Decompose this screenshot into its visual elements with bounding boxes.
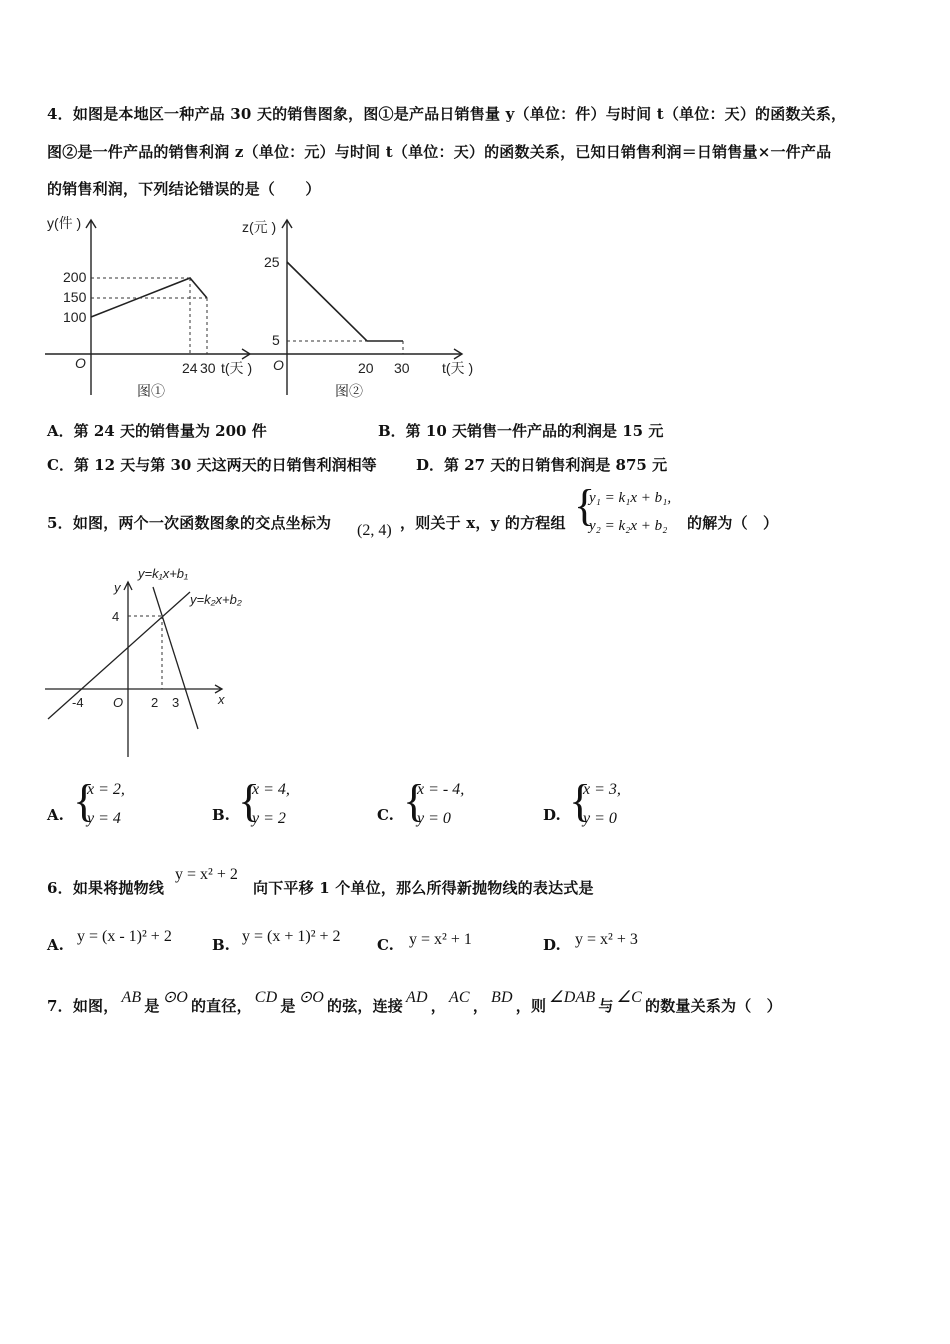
q7-ad: AD: [406, 989, 428, 1006]
q7-text-3: 的直径，: [190, 997, 252, 1015]
q7-circle-o-1: ⊙O: [162, 989, 188, 1006]
option-letter: D.: [543, 806, 561, 824]
q6-stem-a: 6．如果将抛物线: [47, 879, 165, 897]
q7-bd: BD: [491, 989, 513, 1006]
option-brace: {: [238, 775, 261, 826]
y-tick-200: 200: [63, 269, 87, 285]
y-tick-25: 25: [264, 254, 280, 270]
y-tick-150: 150: [63, 289, 87, 305]
origin-label: O: [273, 357, 284, 373]
option-brace: {: [73, 775, 96, 826]
q7-angle-dab: ∠DAB: [549, 989, 596, 1006]
x-tick-3: 3: [172, 695, 180, 710]
option-expr: y = x² + 1: [409, 931, 472, 948]
x-tick-24: 24: [182, 360, 198, 376]
option-letter: D.: [543, 936, 561, 954]
x-axis-label: x: [218, 692, 225, 707]
q6-stem-b: 向下平移 1 个单位，那么所得新抛物线的表达式是: [253, 879, 594, 897]
q7-ab: AB: [121, 989, 142, 1006]
q4-option-a[interactable]: A．第 24 天的销售量为 200 件: [47, 422, 267, 440]
q4-stem-line2: 图②是一件产品的销售利润 z（单位：元）与时间 t（单位：天）的函数关系，已知日销售利润＝日销售量×一件产品: [47, 143, 832, 161]
y-axis-label: z(元 ): [242, 219, 277, 235]
option-row-1: x = 2,: [87, 781, 125, 798]
q5-system-brace: {: [574, 481, 596, 530]
option-row-2: y = 2: [252, 810, 286, 827]
q7-stem: [47, 989, 782, 1016]
x-tick-neg4: -4: [72, 695, 84, 710]
option-expr: y = (x + 1)² + 2: [242, 928, 341, 945]
option-letter: C.: [377, 936, 394, 954]
q7-text-6: ，则: [515, 997, 547, 1015]
y-axis-label: y: [114, 580, 121, 595]
q5-stem-a: 5．如图，两个一次函数图象的交点坐标为: [47, 514, 332, 532]
y-tick-5: 5: [272, 332, 280, 348]
q7-comma-1: ，: [430, 997, 446, 1015]
q7-text-4: 是: [280, 997, 296, 1015]
graph-caption: 图①: [137, 383, 165, 399]
q7-text-8: 的数量关系为（ ）: [645, 997, 782, 1015]
y-axis-label: y(件 ): [47, 215, 82, 231]
option-letter: B.: [212, 936, 230, 954]
q5-graph: [40, 562, 270, 762]
y-tick-4: 4: [112, 609, 120, 624]
option-brace: {: [569, 775, 592, 826]
option-row-2: y = 0: [417, 810, 451, 827]
x-axis-label: t(天 ): [442, 360, 474, 376]
x-tick-20: 20: [358, 360, 374, 376]
q6-parabola-expr: y = x² + 2: [175, 866, 238, 883]
option-letter: A.: [47, 936, 64, 954]
option-letter: A.: [47, 806, 64, 824]
option-letter: C.: [377, 806, 394, 824]
profit-line: [287, 262, 403, 341]
q7-ac: AC: [448, 989, 470, 1006]
q4-graph-2: [240, 210, 485, 405]
origin-label: O: [75, 355, 86, 371]
q7-comma-2: ，: [472, 997, 489, 1015]
q4-option-c[interactable]: C．第 12 天与第 30 天这两天的日销售利润相等: [47, 456, 377, 474]
q4-option-b[interactable]: B．第 10 天销售一件产品的利润是 15 元: [378, 422, 664, 440]
x-tick-2: 2: [151, 695, 159, 710]
line-2-label: y=k₂x+b₂: [190, 592, 242, 607]
option-expr: y = (x - 1)² + 2: [77, 928, 172, 945]
q7-text-1: 7．如图，: [47, 997, 119, 1015]
y-tick-100: 100: [63, 309, 87, 325]
option-row-1: x = 4,: [252, 781, 290, 798]
q5-stem-c: 的解为（ ）: [687, 514, 779, 532]
x-tick-30: 30: [200, 360, 216, 376]
option-row-2: y = 0: [583, 810, 617, 827]
q7-circle-o-2: ⊙O: [298, 989, 324, 1006]
q7-angle-c: ∠C: [616, 989, 643, 1006]
option-row-2: y = 4: [87, 810, 121, 827]
q4-option-d[interactable]: D．第 27 天的日销售利润是 875 元: [416, 456, 668, 474]
option-row-1: x = - 4,: [417, 781, 465, 798]
option-letter: B.: [212, 806, 230, 824]
q7-text-5: 的弦，连接: [327, 997, 404, 1015]
q5-stem-b: ，则关于 x，y 的方程组: [400, 514, 566, 532]
origin-label: O: [113, 695, 124, 710]
q7-text-7: 与: [598, 997, 614, 1015]
line-1-label: y=k₁x+b₁: [138, 566, 189, 581]
option-brace: {: [403, 775, 426, 826]
q5-eq-2: y₂ = k₂x + b₂: [589, 518, 668, 534]
option-expr: y = x² + 3: [575, 931, 638, 948]
q7-text-2: 是: [144, 997, 160, 1015]
option-row-1: x = 3,: [583, 781, 621, 798]
q7-cd: CD: [254, 989, 278, 1006]
q4-stem-line1: 4．如图是本地区一种产品 30 天的销售图象，图①是产品日销售量 y（单位：件）与时间 t（单位：天）的函数关系，: [47, 105, 847, 123]
x-axis-label: t(天 ): [221, 360, 253, 376]
x-tick-30: 30: [394, 360, 410, 376]
q5-point: (2, 4): [357, 522, 392, 539]
q5-eq-1: y₁ = k₁x + b₁,: [589, 490, 672, 506]
graph-caption: 图②: [335, 383, 363, 399]
q4-stem-line3: 的销售利润，下列结论错误的是（ ）: [47, 180, 321, 198]
